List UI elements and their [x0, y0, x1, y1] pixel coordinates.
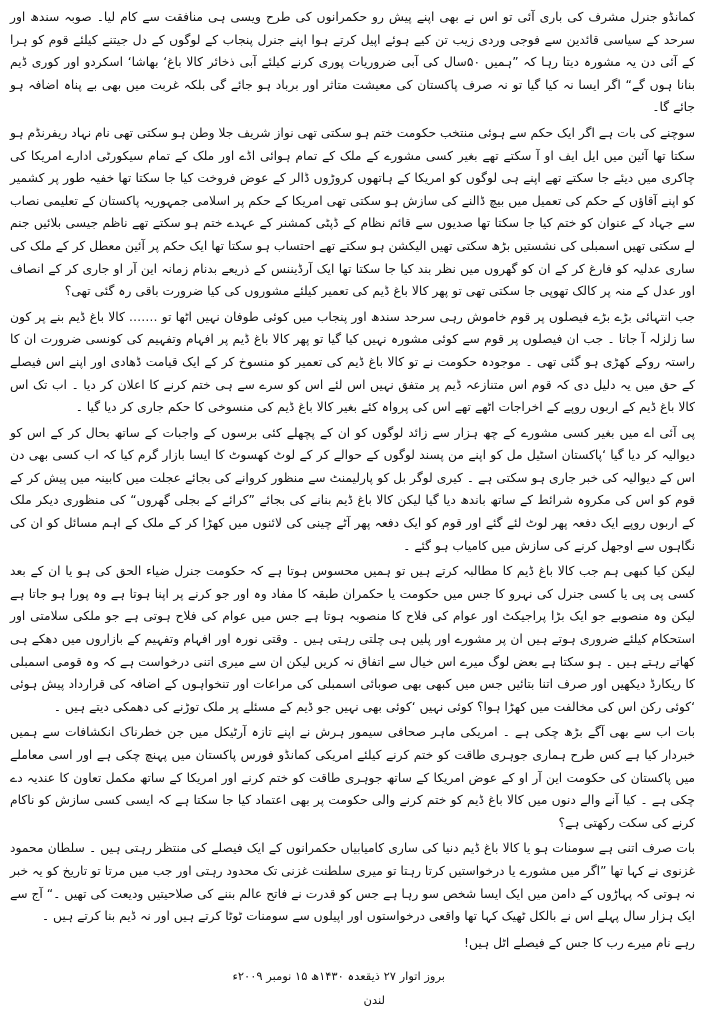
paragraph: لیکن کیا کبھی ہم جب کالا باغ ڈیم کا مطالبہ کرتے ہیں تو ہمیں محسوس ہوتا ہے کہ حکومت جنرل ضیاء الحق کی ہو یا ان کے بعد کسی پی پی یا کسی جنرل کی نہرو کا جس میں حکومت یا حکمران طبقہ کا مفاد وہ اور جو کرنے پر اپنا ہوتا ہے وہ پورا ہو جاتا ہے لیکن وہ منصوبے جو ایک بڑا پراجیکٹ اور عوام کی فلاح کا منصوبہ ہوتا ہے جس میں عوام کی فلاح ہوتی ہے جو ملکی سلامتی اور استحکام کیلئے ضروری ہوتے ہیں ان پر مشورے اور پلیں ہی چلتی رہتی ہیں ۔ وقتی نورہ اور افہام وتفہیم کے بازاروں میں دھکے ہی کھاتے رہتے ہیں ۔ ہو سکتا ہے بعض لوگ میرے اس خیال سے اتفاق نہ کریں لیکن ان سے میری اتنی درخواست ہے کہ وہ قومی اسمبلی کا ریکارڈ دیکھیں اور صرف اتنا بتائیں جس میں کبھی بھی صوبائی اسمبلی کی مراعات اور تنخواہوں کے اضافہ کی قرارداد پیش ہوئی ‘کوئی رکن اس کی مخالفت میں کھڑا ہوا؟ کوئی نہیں ‘کوئی بھی نہیں جو ڈیم کے مسئلے پر ملک توڑنے کی دھمکی دیتے ہیں ۔ — [10, 564, 695, 714]
paragraph: کمانڈو جنرل مشرف کی باری آئی تو اس نے بھی اپنے پیش رو حکمرانوں کی طرح ویسی ہی منافقت سے کام لیا۔ صوبہ سندھ اور سرحد کے سیاسی قائدین سے فوجی وردی زیب تن کیے ہوئے اپیل کرتے ہوا اپنے جنرل پنجاب کے لوگوں کے دل جیتنے کیلئے قوم کو ہرا کے آئی دن یہ مشورہ دیتا رہا کہ ”ہمیں ۵۰سال کی آبی ضروریات پوری کرنے کیلئے آبی ذخائر کالا باغ‘ بھاشا‘ اسکردو اور کوری ڈیم بنانا ہوں گے“ اگر ایسا نہ کیا گیا تو نہ صرف پاکستان کی معیشت متاثر اور برباد ہو جائے گی بلکہ غربت میں بھی بے پناہ اضافہ ہو جائے گا۔ — [10, 10, 695, 115]
paragraph: سوچنے کی بات ہے اگر ایک حکم سے ہوئی منتخب حکومت ختم ہو سکتی تھی نواز شریف جلا وطن ہو سکتی تھی نام نہاد ریفرنڈم ہو سکتا تھا آئین میں ایل ایف او آ سکتے تھے بغیر کسی مشورے کے ملک کے تمام ہوائی اڈے اور ملک کے تمام سیکورٹی ادارے امریکا کی چاکری میں دیئے جا سکتے تھے اپنے ہی لوگوں کو امریکا کے ہاتھوں کروڑوں ڈالر کے عوض فروخت کیا جا سکتا تھا خفیہ طور پر کشمیر کو اپنے آقاؤں کے حکم کی تعمیل میں بیچ ڈالنے کی سازش ہو سکتی تھی امریکا کے حکم پر اسلامی جمہوریہ پاکستان کے تعلیمی نصاب سے جہاد کے عنوان کو ختم کیا جا سکتا تھا صدیوں سے قائم نظام کے ڈپٹی کمشنر کے عہدے ختم ہو سکتے تھے ناظم جیسی بلائیں جنم لے سکتی تھیں اسمبلی کی نشستیں بڑھ سکتی تھیں الیکشن ہو سکتے تھے احتساب ہو سکتا تھا ایک حکم پر آئین معطل کر کے ملک کی ساری عدلیہ کو فارغ کر کے ان کو گھروں میں نظر بند کیا جا سکتا تھا ایک آرڈیننس کے ذریعے بدنام زمانہ این آر او جاری کر کے انصاف اور عدل کے منہ پر کالک تھوپی جا سکتی تھی تو پھر کالا باغ ڈیم کی تعمیر کیلئے مشوروں کی کیا ضرورت باقی رہ گئی تھی؟ — [10, 125, 695, 299]
city-line: لندن — [363, 992, 385, 1007]
article-body — [10, 6, 695, 928]
paragraph: بات صرف اتنی ہے سومنات ہو یا کالا باغ ڈیم دنیا کی ساری کامیابیاں حکمرانوں کے ایک فیصلے کی منتظر رہتی ہیں ۔ سلطان محمود غزنوی نے کہا تھا ”اگر میں مشورے یا درخواستیں کرتا رہتا تو میری سلطنت غزنی تک محدود رہتی اور جب میں مرتا تو تاریخ کو یہ خبر نہ ہوتی کہ پہاڑوں کے دامن میں ایک ایسا شخص سو رہا ہے جس کو قدرت نے فاتح عالم بننے کی صلاحیتیں ودیعت کی تھیں ۔“ آج سے ایک ہزار سال پہلے اس نے بالکل ٹھیک کہا تھا واقعی درخواستوں اور اپیلوں سے سومنات ٹوٹا کرتے ہیں اور نہ ڈیم بنا کرتے ہیں ۔ — [10, 841, 695, 924]
closing-line: رہے نام میرے رب کا جس کے فیصلے اٹل ہیں! — [464, 935, 695, 950]
date-line: بروز اتوار ۲۷ ذیقعدہ ۱۴۳۰ھ ۱۵ نومبر ۲۰۰۹ء — [232, 968, 445, 983]
signature-block — [10, 964, 445, 1012]
paragraph: جب انتہائی بڑے بڑے فیصلوں پر قوم خاموش رہی سرحد سندھ اور پنجاب میں کوئی طوفان نہیں اٹھا تو ……. کالا باغ ڈیم بنے پر کون سا زلزلہ آ جاتا ۔ جب ان فیصلوں پر قوم سے کوئی مشورہ نہیں کیا گیا تو پھر کالا باغ ڈیم پر افہام وتفہیم کی کونسی ضرورت ان کا راستہ روکے کھڑی ہو گئی تھی ۔ موجودہ حکومت نے تو کالا باغ ڈیم کی تعمیر کو منسوخ کر کے ایک قیامت ڈھادی اور اپنے اس فیصلے کے حق میں یہ دلیل دی کہ قوم اس متنازعہ ڈیم پر متفق نہیں اس لئے اس کو سرے سے ہی ختم کرنے کا اعلان کر دیا ۔ اب تک اس کالا باغ ڈیم کے اربوں روپے کے اخراجات اٹھے تھے اس کی پرواہ کئے بغیر کالا باغ ڈیم کی منسوخی کا حکم جاری کر دیا گیا ۔ — [10, 309, 695, 415]
paragraph: بات اب سے بھی آگے بڑھ چکی ہے ۔ امریکی ماہر صحافی سیمور ہرش نے اپنے تازہ آرٹیکل میں جن خطرناک انکشافات سے ہمیں خبردار کیا ہے کس طرح ہماری جوہری طاقت کو ختم کرنے کیلئے امریکی کمانڈو فورس پاکستان میں پہنچ چکی ہے اور اسی معاملے میں پاکستان کی حکومت این آر او کے عوض امریکا کے ساتھ جوہری طاقت کو ختم کرنے اور امریکا کے ساتھ مکمل تعاون کا عندیہ دے چکی ہے ۔ کیا آنے والے دنوں میں کالا باغ ڈیم کو ختم کرنے والی حکومت پر بھی اعتماد کیا جا سکتا ہے کہ ایسی کسی سازش کو ناکام کرنے کی سکت رکھتی ہے؟ — [10, 725, 695, 830]
paragraph: پی آئی اے میں بغیر کسی مشورے کے چھ ہزار سے زائد لوگوں کو ان کے پچھلے کئی برسوں کے واجبات کے ساتھ بحال کر کے اس کو دیوالیہ کر دیا گیا ‘پاکستان اسٹیل مل کو اپنے من پسند لوگوں کے حوالے کر کے لوٹ کھسوٹ کا ایسا بازار گرم کیا کہ اب کسی بھی دن اس کے دیوالیہ کی خبر جاری ہو سکتی ہے ۔ کیری لوگر بل کو پارلیمنٹ سے منظور کروانے کی بجائے عجلت میں کابینہ میں پیش کر کے قوم کو اس کی مکروہ شرائط کے ساتھ باندھ دیا گیا لیکن کالا باغ ڈیم بنانے کی بجائے ”کرائے کے بجلی گھروں“ کی منظوری دیکر ملک کے اربوں روپے ایک دفعہ پھر لوٹ لئے گئے اور قوم کو ایک دفعہ پھر آٹے چینی کی لائنوں میں کھڑا کر کے ملک کے اہم مسائل کو ان کی نگاہوں سے اوجھل کرنے کی سازش میں کامیاب ہو گئے ۔ — [10, 425, 695, 553]
